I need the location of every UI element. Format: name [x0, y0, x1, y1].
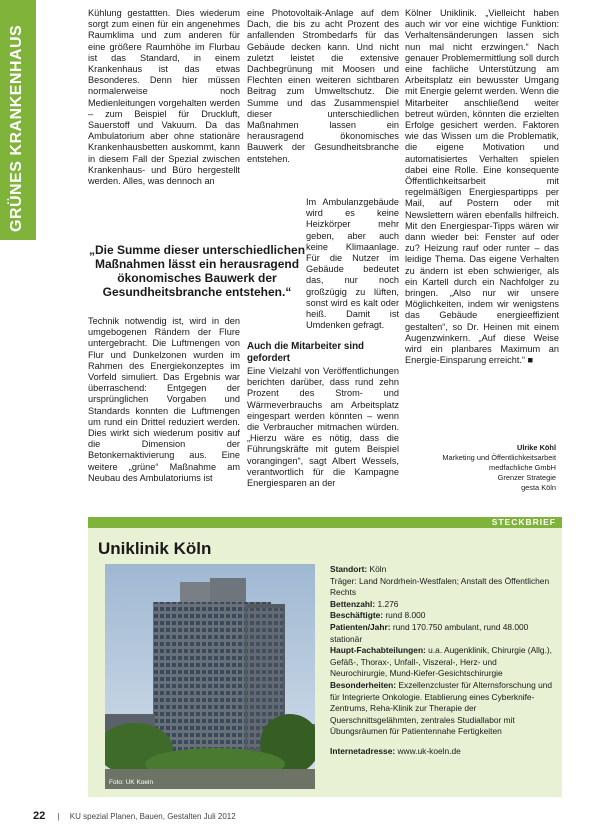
photo-credit: Foto: UK Koeln	[109, 779, 154, 786]
paragraph: Kölner Uniklinik. „Vielleicht haben auch wir vor eine wichtige Funktion: Verhaltensänderungen lassen sich nun mal nicht erzwingen.“ Nach genauer Problemermittlung soll durch eine fachliche Unterstützung am Arbeitsplatz ein bewusster Umgang mit Energie gelernt werden. Wenn die Mitarbeiter anschließend weiter betreut würden, könnten die erzielten Erfolge gesichert werden. Faktoren wie das Wissen um die Problematik, die eigene Motivation und automatisiertes Verhalten spielen dabei eine Rolle. Eine konsequente Öffentlichkeitsarbeit mit regelmäßigen Energiespartipps per Mail, auf Postern oder mit Newslettern wären ebenfalls hilfreich. Mit den Energiespar-Tipps wären wir dann wieder bei: Fenster auf oder zu? Heizung rauf oder runter – das leidige Thema. Das eigene Verhalten zu ändern ist eben schwieriger, als ein Kartell durch ein Nachfolger zu bringen. „Also nur wir unsere Möglichkeiten, indem wir wenigstens das Gebäude energieeffizient gestalten“, so Dr. Heinen mit einem Augenzwinkern. „Auf diese Weise wird ein planbares Maximum an Energie-Einsparung erreicht.“ ■	[405, 8, 559, 366]
fact-row: Besonderheiten: Exzellenzcluster für Alternsforschung und für Integrierte Onkologie. Etablierung eines Cyberknife-Zentrums, Reha-Klinik zur Therapie der Querschnittsgelähmten, zentrales Studiallabor mit Übungsräumen für Patientennahe Fertigkeiten	[330, 679, 553, 737]
footer-publication: KU spezial Planen, Bauen, Gestalten Juli 2012	[69, 812, 236, 821]
hospital-building-image	[105, 564, 315, 789]
column-2-top	[247, 8, 399, 165]
author-role: Marketing und Öffentlichkeitsarbeit	[442, 453, 556, 462]
footer-divider: |	[57, 812, 60, 821]
section-side-tab	[0, 0, 36, 240]
column-2-bottom	[247, 366, 399, 489]
hospital-photo	[105, 564, 315, 789]
author-name: Ulrike Köhl	[516, 443, 556, 452]
author-team: Grenzer Strategie	[497, 473, 556, 482]
steckbrief-box	[88, 517, 562, 797]
pull-quote: „Die Summe dieser unterschiedlichen Maßnahmen lässt ein herausragend ökonomisches Bauwerk der Gesundheitsbranche entstehen.“	[88, 243, 306, 299]
paragraph: Eine Vielzahl von Veröffentlichungen berichten darüber, dass rund zehn Prozent des Strom- und Wärmeverbrauchs am Arbeitsplatz eingespart werden könnten – wenn die Verbraucher mitmachen würden. „Hierzu wäre es nötig, dass die Führungskräfte mit gutem Beispiel vorangingen“, sagt Albert Wessels, verantwortlich für die Kampagne Energiesparen an der	[247, 366, 399, 489]
fact-row: Patienten/Jahr: rund 170.750 ambulant, rund 48.000 stationär	[330, 621, 529, 644]
fact-row: Beschäftigte: rund 8.000	[330, 610, 426, 621]
paragraph: eine Photovoltaik-Anlage auf dem Dach, die bis zu acht Prozent des anfallenden Strombedarfs für das Gebäude decken kann. Und nicht zuletzt leistet die extensive Dachbegrünung mit Moosen und Flechten einen weiteren sichtbaren Beitrag zum Umweltschutz. Die Summe und das Zusammenspiel dieser unterschiedlichen Maßnahmen lassen ein herausragend ökonomisches Bauwerk der Gesundheitsbranche entstehen.	[247, 8, 399, 164]
steckbrief-bar	[88, 517, 562, 528]
steckbrief-bar-label: STECKBRIEF	[491, 517, 556, 527]
paragraph: Technik notwendig ist, wird in den umgebogenen Rändern der Flure untergebracht. Die Luftmengen von Flur und Dunkelzonen wurden im Rahmen des Energiekonzeptes im Vorfeld simuliert. Das Ergebnis war überraschend: Entgegen der ursprünglichen Vorgaben und Standards konnten die Luftmengen um rund ein Drittel reduziert werden. Dies wirkt sich wiederum positiv auf die Dimension der Betonkernaktivierung aus. Eine weitere „grüne“ Maßnahme am Neubau des Ambulatoriums ist	[88, 316, 240, 483]
author-signature	[420, 443, 556, 493]
page-footer	[33, 810, 573, 822]
column-2-middle	[306, 197, 399, 331]
author-city: gesta Köln	[521, 483, 556, 492]
steckbrief-title: Uniklinik Köln	[98, 539, 212, 558]
column-1-top	[88, 8, 240, 187]
author-org: medfachliche GmbH	[489, 463, 556, 472]
column-1-bottom	[88, 316, 240, 484]
paragraph: Kühlung gestattten. Dies wiederum sorgt zum einen für ein angenehmes Raumklima und zum anderen für eine größere Raumhöhe im Flurbau ist das Standard, in einem Krankenhaus ist das etwas Besonderes. Denn hier müssen normalerweise noch Medienleitungen vorgehalten werden – zum Beispiel für Druckluft, Sauerstoff und Vakuum. Da das Ambulatorium aber ohne stationäre Krankenhausbetten auskommt, kann in diesem Fall der Spezial zwischen Krankenhaus- und Büro hergestellt werden. Alles, was dennoch an	[88, 8, 240, 187]
fact-row: Internetadresse: www.uk-koeln.de	[330, 745, 461, 756]
page-number: 22	[33, 810, 46, 822]
steckbrief-facts	[330, 564, 556, 758]
fact-row: Standort: Köln	[330, 564, 387, 574]
fact-row: Haupt-Fachabteilungen: u.a. Augenklinik, Chirurgie (Allg.), Gefäß-, Thorax-, Unfall-, Viszeral-, Herz- und Neurochirurgie, Mund-Kiefer-Gesichtschirurgie	[330, 645, 553, 679]
fact-row: Bettenzahl: 1.276	[330, 598, 399, 609]
section-side-tab-label: GRÜNES KRANKENHAUS	[8, 24, 25, 232]
website-link[interactable]: www.uk-koeln.de	[395, 745, 461, 756]
fact-row: Träger: Land Nordrhein-Westfalen; Anstalt des Öffentlichen Rechts	[330, 575, 550, 598]
paragraph: Im Ambulanzgebäude wird es keine Heizkörper mehr geben, aber auch keine Klimaanlage. Für die Nutzer im Gebäude bedeutet das, nur noch großzügig zu lüften, sonst wird es kalt oder heiß. Damit ist Umdenken gefragt.	[306, 197, 399, 331]
subheading: Auch die Mitarbeiter sind gefordert	[247, 341, 365, 364]
column-3	[405, 8, 559, 367]
